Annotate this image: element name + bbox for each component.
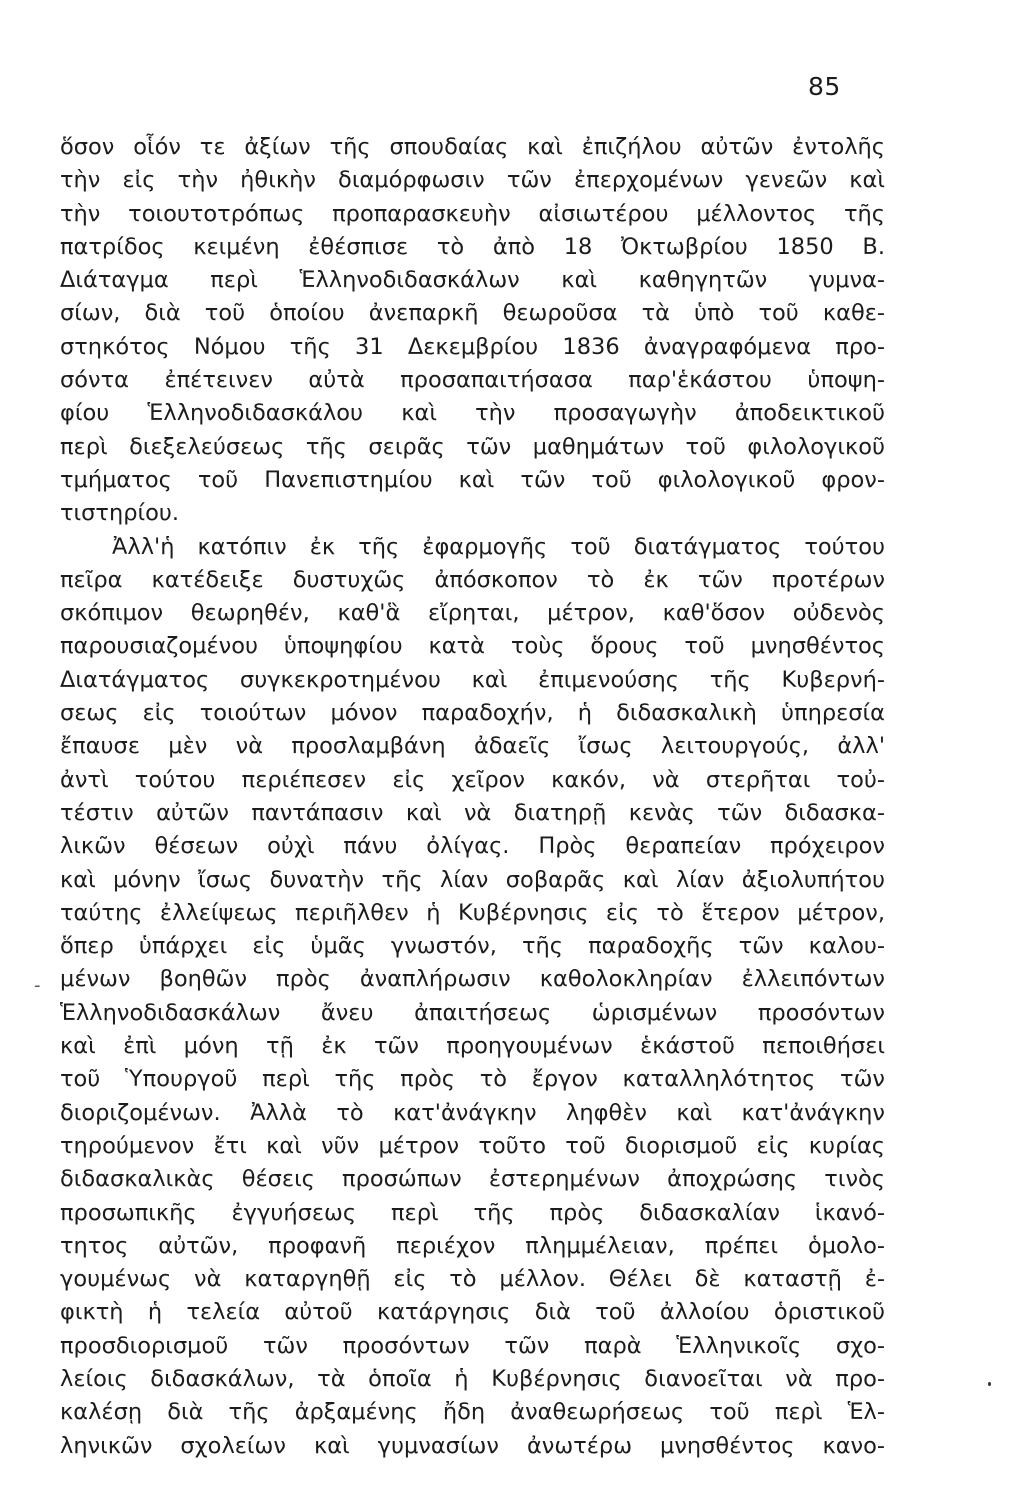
text-line: ταύτης ἐλλείψεως περιῆλθεν ἡ Κυβέρνησις εἰς τὸ ἕτερον μέτρον, xyxy=(60,899,885,926)
text-line: ὅπερ ὑπάρχει εἰς ὑμᾶς γνωστόν, τῆς παραδοχῆς τῶν καλου- xyxy=(60,933,885,960)
text-line: παρουσιαζομένου ὑποψηφίου κατὰ τοὺς ὅρους τοῦ μνησθέντος xyxy=(60,633,885,660)
page-number: 85 xyxy=(808,72,841,101)
text-line: προσωπικῆς ἐγγυήσεως περὶ τῆς πρὸς διδασκαλίαν ἱκανό- xyxy=(60,1199,885,1226)
stray-ink-dot xyxy=(988,1382,991,1386)
text-line: τηρούμενον ἔτι καὶ νῦν μέτρον τοῦτο τοῦ διορισμοῦ εἰς κυρίας xyxy=(60,1132,885,1159)
text-line: φίου Ἑλληνοδιδασκάλου καὶ τὴν προσαγωγὴν ἀποδεικτικοῦ xyxy=(60,400,885,427)
text-line: διοριζομένων. Ἀλλὰ τὸ κατ'ἀνάγκην ληφθὲν καὶ κατ'ἀνάγκην xyxy=(60,1099,885,1126)
text-line: τμήματος τοῦ Πανεπιστημίου καὶ τῶν τοῦ φιλολογικοῦ φρον- xyxy=(60,466,885,493)
text-line: σόντα ἐπέτεινεν αὐτὰ προσαπαιτήσασα παρ'ἑκάστου ὑποψη- xyxy=(60,367,885,394)
text-line: διδασκαλικὰς θέσεις προσώπων ἐστερημένων ἀποχρώσης τινὸς xyxy=(60,1166,885,1193)
text-line: Διάταγμα περὶ Ἑλληνοδιδασκάλων καὶ καθηγητῶν γυμνα- xyxy=(60,267,885,294)
margin-mark: - xyxy=(34,975,41,996)
text-line: στηκότος Νόμου τῆς 31 Δεκεμβρίου 1836 ἀναγραφόμενα προ- xyxy=(60,333,885,360)
text-line: τέστιν αὐτῶν παντάπασιν καὶ νὰ διατηρῇ κενὰς τῶν διδασκα- xyxy=(60,799,885,826)
text-line: καὶ μόνην ἴσως δυνατὴν τῆς λίαν σοβαρᾶς καὶ λίαν ἀξιολυπήτου xyxy=(60,866,885,893)
text-line: πατρίδος κειμένη ἐθέσπισε τὸ ἀπὸ 18 Ὀκτωβρίου 1850 Β. xyxy=(60,233,885,260)
text-line: ληνικῶν σχολείων καὶ γυμνασίων ἀνωτέρω μνησθέντος κανο- xyxy=(60,1432,885,1459)
text-line: Ἑλληνοδιδασκάλων ἄνευ ἀπαιτήσεως ὡρισμένων προσόντων xyxy=(60,999,885,1026)
text-line: σκόπιμον θεωρηθέν, καθ'ἃ εἴρηται, μέτρον, καθ'ὅσον οὐδενὸς xyxy=(60,600,885,627)
text-line: πεῖρα κατέδειξε δυστυχῶς ἀπόσκοπον τὸ ἐκ τῶν προτέρων xyxy=(60,566,885,593)
text-line: ἀντὶ τούτου περιέπεσεν εἰς χεῖρον κακόν, νὰ στερῆται τοὐ- xyxy=(60,766,885,793)
body-text xyxy=(60,131,885,1463)
text-line: ἔπαυσε μὲν νὰ προσλαμβάνη ἀδαεῖς ἴσως λειτουργούς, ἀλλ' xyxy=(60,733,885,760)
text-line: τὴν εἰς τὴν ἠθικὴν διαμόρφωσιν τῶν ἐπερχομένων γενεῶν καὶ xyxy=(60,167,885,194)
text-line: ὅσον οἷόν τε ἀξίων τῆς σπουδαίας καὶ ἐπιζήλου αὐτῶν ἐντολῆς xyxy=(60,134,885,160)
text-line: λικῶν θέσεων οὐχὶ πάνυ ὀλίγας. Πρὸς θεραπείαν πρόχειρον xyxy=(60,833,885,860)
text-line: φικτὴ ἡ τελεία αὐτοῦ κατάργησις διὰ τοῦ ἀλλοίου ὁριστικοῦ xyxy=(60,1299,885,1326)
text-line: τὴν τοιουτοτρόπως προπαρασκευὴν αἰσιωτέρου μέλλοντος τῆς xyxy=(60,200,885,227)
text-line: τητος αὐτῶν, προφανῆ περιέχον πλημμέλειαν, πρέπει ὁμολο- xyxy=(60,1232,885,1259)
text-line: λείοις διδασκάλων, τὰ ὁποῖα ἡ Κυβέρνησις διανοεῖται νὰ προ- xyxy=(60,1365,885,1392)
text-line: σίων, διὰ τοῦ ὁποίου ἀνεπαρκῆ θεωροῦσα τὰ ὑπὸ τοῦ καθε- xyxy=(60,300,885,327)
text-line: προσδιορισμοῦ τῶν προσόντων τῶν παρὰ Ἑλληνικοῖς σχο- xyxy=(60,1332,885,1359)
text-line: καλέσῃ διὰ τῆς ἀρξαμένης ἤδη ἀναθεωρήσεως τοῦ περὶ Ἑλ- xyxy=(60,1399,885,1426)
text-line: τιστηρίου. xyxy=(60,500,180,527)
text-line: μένων βοηθῶν πρὸς ἀναπλήρωσιν καθολοκληρίαν ἐλλειπόντων xyxy=(60,966,885,993)
text-line: γουμένως νὰ καταργηθῇ εἰς τὸ μέλλον. Θέλει δὲ καταστῇ ἐ- xyxy=(60,1266,885,1293)
text-line: καὶ ἐπὶ μόνη τῇ ἐκ τῶν προηγουμένων ἑκάστοῦ πεποιθήσει xyxy=(60,1033,885,1060)
text-line: σεως εἰς τοιούτων μόνον παραδοχήν, ἡ διδασκαλικὴ ὑπηρεσία xyxy=(60,700,885,727)
text-line: περὶ διεξελεύσεως τῆς σειρᾶς τῶν μαθημάτων τοῦ φιλολογικοῦ xyxy=(60,433,885,460)
paragraph-start-line: Ἀλλ'ἡ κατόπιν ἐκ τῆς ἐφαρμογῆς τοῦ διατάγματος τούτου xyxy=(112,533,885,560)
text-line: Διατάγματος συγκεκροτημένου καὶ ἐπιμενούσης τῆς Κυβερνή- xyxy=(60,666,885,693)
text-line: τοῦ Ὑπουργοῦ περὶ τῆς πρὸς τὸ ἔργον καταλληλότητος τῶν xyxy=(60,1066,885,1093)
